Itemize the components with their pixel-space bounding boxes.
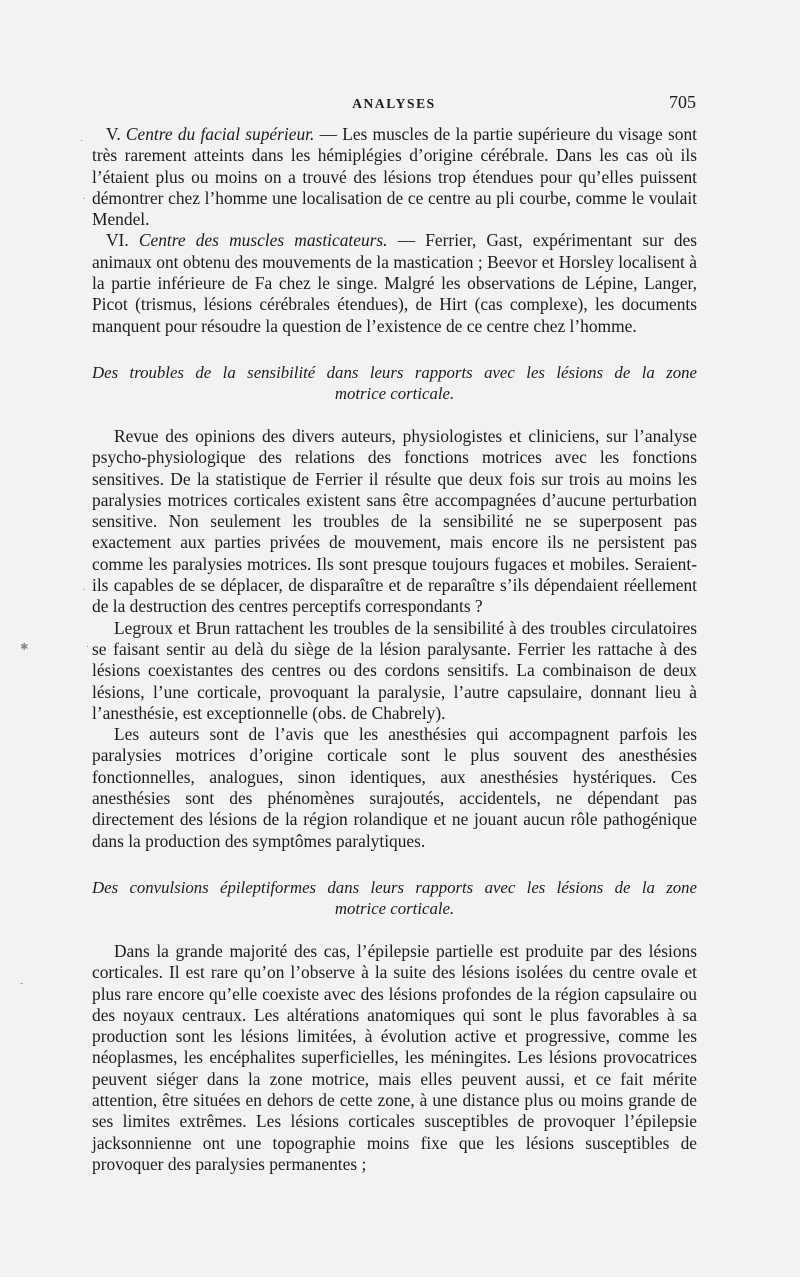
paragraph: Les auteurs sont de l’avis que les anesthésies qui accompagnent parfois les paralysies motrices d’origine corticale sont le plus souvent des anesthésies fonctionnelles, analogues, sinon identiques, aux anesthésies hystériques. Ces anesthésies sont des phénomènes surajoutés, accidentels, ne dépendant pas directement des lésions de la région rolandique et ne jouant aucun rôle pathogénique dans la production des symptômes paralytiques. — [92, 724, 697, 851]
margin-speck: - — [20, 978, 24, 989]
heading-line: Des troubles de la sensibilité dans leurs rapports avec les lésions de la zone — [92, 362, 697, 382]
heading-line: motrice corticale. — [334, 383, 455, 403]
section-heading-convulsions — [92, 877, 697, 919]
section-text: — Les muscles de la partie supérieure du visage sont très rarement atteints dans les hémiplégies d’origine cérébrale. Dans les cas où ils l’étaient plus ou moins on a trouvé des lésions trop étendues pour qu’elles puissent démontrer chez l’homme une localisation de ce centre au pli courbe, comme le voulait Mendel. — [92, 124, 697, 230]
section-title: Centre des muscles masticateurs. — [138, 230, 388, 251]
section-text: — Ferrier, Gast, expérimentant sur des animaux ont obtenu des mouvements de la mastication ; Beevor et Horsley localisent à la partie inférieure de Fa chez le singe. Malgré les observations de Lépine, Langer, Picot (trismus, lésions cérébrales étendues), de Hirt (cas complexe), les documents manquent pour résoudre la question de l’existence de ce centre chez l’homme. — [92, 230, 697, 336]
margin-speck: ✱ — [20, 642, 29, 653]
paragraph-centre-facial — [92, 124, 697, 230]
section-title: Centre du facial supérieur. — [125, 124, 315, 144]
paragraph: Legroux et Brun rattachent les troubles de la sensibilité à des troubles circulatoires se faisant sentir au delà du siège de la lésion paralysante. Ferrier les rattache à des lésions coexistantes des centres ou des cordons sensitifs. La combinaison de deux lésions, l’une corticale, provoquant la paralysie, l’autre capsulaire, donnant lieu à l’anesthésie, est exceptionnelle (obs. de Chabrely). — [92, 617, 697, 723]
running-head — [92, 92, 696, 116]
page-number: 705 — [669, 92, 696, 112]
heading-line: Des convulsions épileptiformes dans leurs rapports avec les lésions de la zone — [92, 877, 697, 897]
running-title: ANALYSES — [352, 96, 436, 111]
section-heading-sensibilite — [92, 362, 697, 404]
paragraph: Dans la grande majorité des cas, l’épilepsie partielle est produite par des lésions corticales. Il est rare qu’on l’observe à la suite des lésions isolées du centre ovale et plus rare encore qu’elle coexiste avec des lésions profondes de la région capsulaire ou des noyaux centraux. Les altérations anatomiques qui sont le plus favorables à sa production sont les lésions limitées, à évolution active et progressive, comme les néoplasmes, les encéphalites superficielles, les méningites. Les lésions provocatrices peuvent siéger dans la zone motrice, mais elles peuvent aussi, et ce fait mérite attention, être situées en dehors de cette zone, à une distance plus ou moins grande de ses limites extrêmes. Les lésions corticales susceptibles de provoquer l’épilepsie jacksonnienne ont une topographie moins fixe que les lésions susceptibles de provoquer des paralysies permanentes ; — [92, 940, 697, 1174]
section-label: V. — [106, 124, 121, 144]
margin-speck: · — [86, 642, 90, 653]
margin-speck: · — [80, 136, 84, 147]
margin-speck: · — [82, 585, 86, 596]
margin-speck: · — [82, 194, 86, 205]
paragraph: Revue des opinions des divers auteurs, physiologistes et cliniciens, sur l’analyse psycho-physiologique des relations des fonctions motrices avec les fonctions sensitives. De la statistique de Ferrier il résulte que deux fois sur trois au moins les paralysies motrices corticales existent sans être accompagnées d’aucune perturbation sensitive. Non seulement les troubles de la sensibilité ne se superposent pas exactement aux parties privées de mouvement, mais encore ils ne persistent pas comme les paralysies motrices. Ils sont presque toujours fugaces et mobiles. Seraient-ils capables de se déplacer, de disparaître et de reparaître s’ils dépendaient réellement de la destruction des centres perceptifs correspondants ? — [92, 425, 697, 617]
heading-line: motrice corticale. — [334, 898, 455, 918]
paragraph-centre-masticateurs — [92, 230, 697, 336]
article-body — [92, 124, 697, 1175]
section-label: VI. — [106, 230, 129, 251]
